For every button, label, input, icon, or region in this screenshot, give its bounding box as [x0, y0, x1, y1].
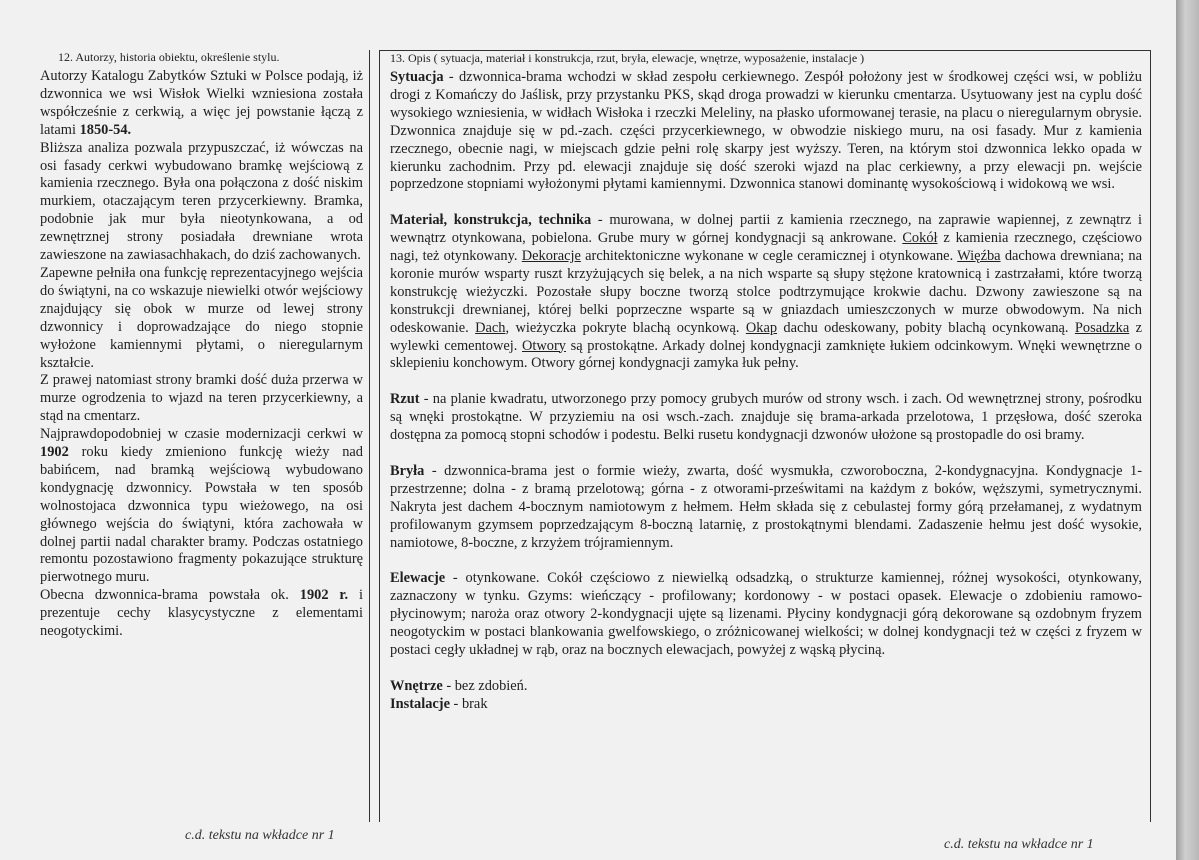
text-run: dachu odeskowany, pobity blachą ocynkowaną.	[777, 319, 1075, 336]
text-run: Autorzy Katalogu Zabytków Sztuki w Polsce podają, iż dzwonnica we wsi Wisłok Wielki wzniesiona została współcześnie z cerkwią, a więc jej powstanie łączą z latami	[40, 68, 363, 138]
text-run: Bliższa analiza pozwala przypuszczać, iż wówczas na osi fasady cerkwi wybudowano bramkę wejściową z kamienia rzecznego. Była ona połączona z dość niskim murkiem, otaczającym teren przycerkiewny. Bramka, podobnie jak mur była nieotynkowana, a od zewnętrznej strony posiadała drewniane wrota zawieszone na zawiasachhakach, do dziś zachowanych.	[40, 139, 363, 264]
description-paragraph	[390, 570, 1142, 660]
description-paragraph	[390, 678, 1142, 696]
section-12-column	[40, 50, 370, 822]
underlined-term: Otwory	[522, 337, 566, 354]
text-run: - otynkowane. Cokół częściowo z niewielką odsadzką, o strukturze kamiennej, różnej wysokości, otynkowany, zaznaczony w tynku. Gzyms: wieńczący - profilowany; kordonowy - w postaci opasek. Elewacje o zdobieniu ramowo-płycinowym; naroża oraz otwory 2-kondygnacji ujęte są lizenami. Płyciny kondygnacji górą dekorowane są ozdobnym fryzem neogotyckim w postaci blankowania gwelfowskiego, o zróżnicowanej wielkości; w dolnej kondygnacji też w części z fryzem w postaci cegły układnej w rąb, oraz na bocznych elewacjach, powyżej z wąską płyciną.	[390, 570, 1142, 658]
text-run: z kamienia rzecznego, częściowo nagi, też otynkowany.	[390, 230, 1142, 265]
bold-term: Materiał, konstrukcja, technika	[390, 212, 592, 229]
text-run: i prezentuje cechy klasycystyczne z elementami neogotyckimi.	[40, 587, 363, 640]
bold-term: Wnętrze	[390, 677, 443, 694]
description-paragraph	[390, 69, 1142, 194]
text-run: Zapewne pełniła ona funkcję reprezentacyjnego wejścia do świątyni, na co wskazuje niewielki otwór wejściowy znajdujący się obok w murze od lewej strony dzwonnicy i doprowadzające do niego stopnie wyłożone kamiennymi płytami, o nieregularnym kształcie.	[40, 264, 363, 371]
bold-term: 1902	[40, 444, 69, 461]
text-run: architektoniczne wykonane w cegle ceramicznej i otynkowane.	[580, 248, 958, 265]
text-run: z wylewki cementowej.	[390, 319, 1143, 354]
description-paragraph	[390, 463, 1142, 553]
text-run: - dzwonnica-brama wchodzi w skład zespołu cerkiewnego. Zespół położony jest w środkowej części wsi, w pobliżu drogi z Komańczy do Jaślisk, przy przystanku PKS, skąd droga prowadzi w kierunku cmentarza. Usytuowany jest na cyplu dość wysokiego wzniesienia, w widłach Wisłoka i rzeczki Meleliny, na płasko uformowanej terasie, na placu o nieregularnym obrysie. Dzwonnica znajduje się w pd.-zach. części przycerkiewnego, w obwodzie niskiego muru, na osi fasady. Mur z kamienia rzecznego, obecnie nagi, w miejscach gdzie pełni rolę skarpy jest wyższy. Teren, na którym stoi dzwonnica lekko opada w kierunku zachodnim. Przy pd. elewacji znajduje się dość szeroki wjazd na plac cerkiewny, a przy elewacji pn. wejście poprzedzone stopniami wyłożonymi płytami kamiennymi. Dzwonnica stanowi dominantę wysokościową i widokową we wsi.	[390, 69, 1142, 193]
description-paragraph	[390, 696, 1142, 714]
text-run: - dzwonnica-brama jest o formie wieży, zwarta, dość wysmukła, czworoboczna, 2-kondygnacyjna. Kondygnacje 1-przestrzenne; dolna - z bramą przelotową; górna - z otworami-prześwitami na każdym z boków, węższymi, symetrycznymi. Nakryta jest dachem 4-bocznym namiotowym z hełmem. Hełm składa się z cebulastej formy górą przełamanej, z wydatnym profilowanym gzymsem poprzedzającym 8-boczną latarnię, z prostokątnymi blendami. Zadaszenie hełmu jest dość wysokie, namiotowe, 8-boczne, z krzyżem trójramiennym.	[390, 462, 1142, 551]
history-paragraph	[40, 140, 363, 265]
history-paragraph	[40, 426, 363, 587]
description-paragraph	[390, 391, 1142, 445]
text-run: są prostokątne. Arkady dolnej kondygnacji zamknięte łukiem odcinkowym. Wnęki wewnętrzne o sklepieniu konchowym. Otwory górnej kondygnacji zamyka łuk pełny.	[390, 337, 1143, 372]
bold-term: Rzut	[390, 391, 420, 408]
section-13-header: 13. Opis ( sytuacja, materiał i konstrukcja, rzut, bryła, elewacje, wnętrze, wyposażenie, instalacje )	[390, 51, 865, 65]
text-run: Obecna dzwonnica-brama powstała ok.	[40, 587, 300, 604]
description-paragraph	[390, 212, 1142, 373]
text-run: - murowana, w dolnej partii z kamienia rzecznego, na zaprawie wapiennej, z zewnątrz i wewnątrz otynkowana, pobielona. Grube mury w górnej kondygnacji są ankrowane.	[390, 212, 1142, 247]
history-paragraph	[40, 265, 363, 372]
text-run: Najprawdopodobniej w czasie modernizacji cerkwi w	[40, 426, 363, 443]
bold-term: Bryła	[390, 462, 425, 479]
underlined-term: Dekoracje	[521, 248, 581, 265]
history-paragraph	[40, 68, 363, 140]
section-12-header: 12. Autorzy, historia obiektu, określenie stylu.	[58, 50, 280, 64]
text-run: dachowa drewniana; na koronie murów wsparty ruszt krzyżujących się belek, a na nich wsparte są słupy stężone kratownicą i zastrzałami, które tworzą konstrukcję wieżyczki. Pozostałe słupy boczne tworzą stolce podtrzymujące krokwie dachu. Dzwony zawieszone są na konstrukcji drewnianej, której belki poprzeczne wsparte są w gniazdach umieszczonych w murze obwodowym. Na nich odeskowanie.	[390, 248, 1142, 336]
bold-term: Sytuacja	[390, 69, 444, 85]
underlined-term: Dach	[475, 319, 506, 336]
section-13-text	[390, 69, 1142, 714]
bold-term: 1902 r.	[299, 587, 349, 604]
underlined-term: Więźba	[957, 248, 1001, 265]
text-run: - brak	[449, 695, 488, 712]
underlined-term: Cokół	[902, 230, 938, 247]
history-paragraph	[40, 587, 363, 641]
bold-term: Instalacje	[390, 695, 450, 712]
text-run: - bez zdobień.	[442, 677, 528, 694]
history-paragraph	[40, 372, 363, 426]
text-run: , wieżyczka pokryte blachą ocynkową.	[505, 319, 746, 336]
left-footer-note: c.d. tekstu na wkładce nr 1	[185, 828, 335, 843]
text-run: Z prawej natomiast strony bramki dość duża przerwa w murze ogrodzenia to wjazd na teren przycerkiewny, a stąd na cmentarz.	[40, 372, 363, 425]
underlined-term: Posadzka	[1074, 319, 1130, 336]
bold-term: Elewacje	[390, 570, 446, 587]
section-12-text	[40, 68, 363, 641]
bold-term: 1850-54.	[79, 121, 132, 138]
right-footer-note: c.d. tekstu na wkładce nr 1	[944, 837, 1094, 852]
section-13-column	[379, 50, 1151, 822]
scan-edge	[1176, 0, 1199, 860]
text-run: - na planie kwadratu, utworzonego przy pomocy grubych murów od strony wsch. i zach. Od wewnętrznej strony, pośrodku są wnęki prostokątne. W przyziemiu na osi wsch.-zach. znajduje się brama-arkada przelotowa, 1 przęsłowa, dość szeroka dostępna za pomocą stopni schodów i podestu. Belki rusetu kondygnacji dzwonów ułożone są prostopadle do osi bramy.	[390, 391, 1142, 444]
underlined-term: Okap	[745, 319, 778, 336]
text-run: roku kiedy zmieniono funkcję wieży nad babińcem, nad bramką wejściową wybudowano kondygnację dzwonnicy. Powstała w ten sposób wolnostojaca dzwonnica typu wieżowego, na osi głównego wejścia do świątyni, która zachowała w dolnej partii nadal charakter bramy. Podczas ostatniego remontu pozostawiono fragmenty pokazujące strukturę pierwotnego muru.	[40, 444, 363, 586]
